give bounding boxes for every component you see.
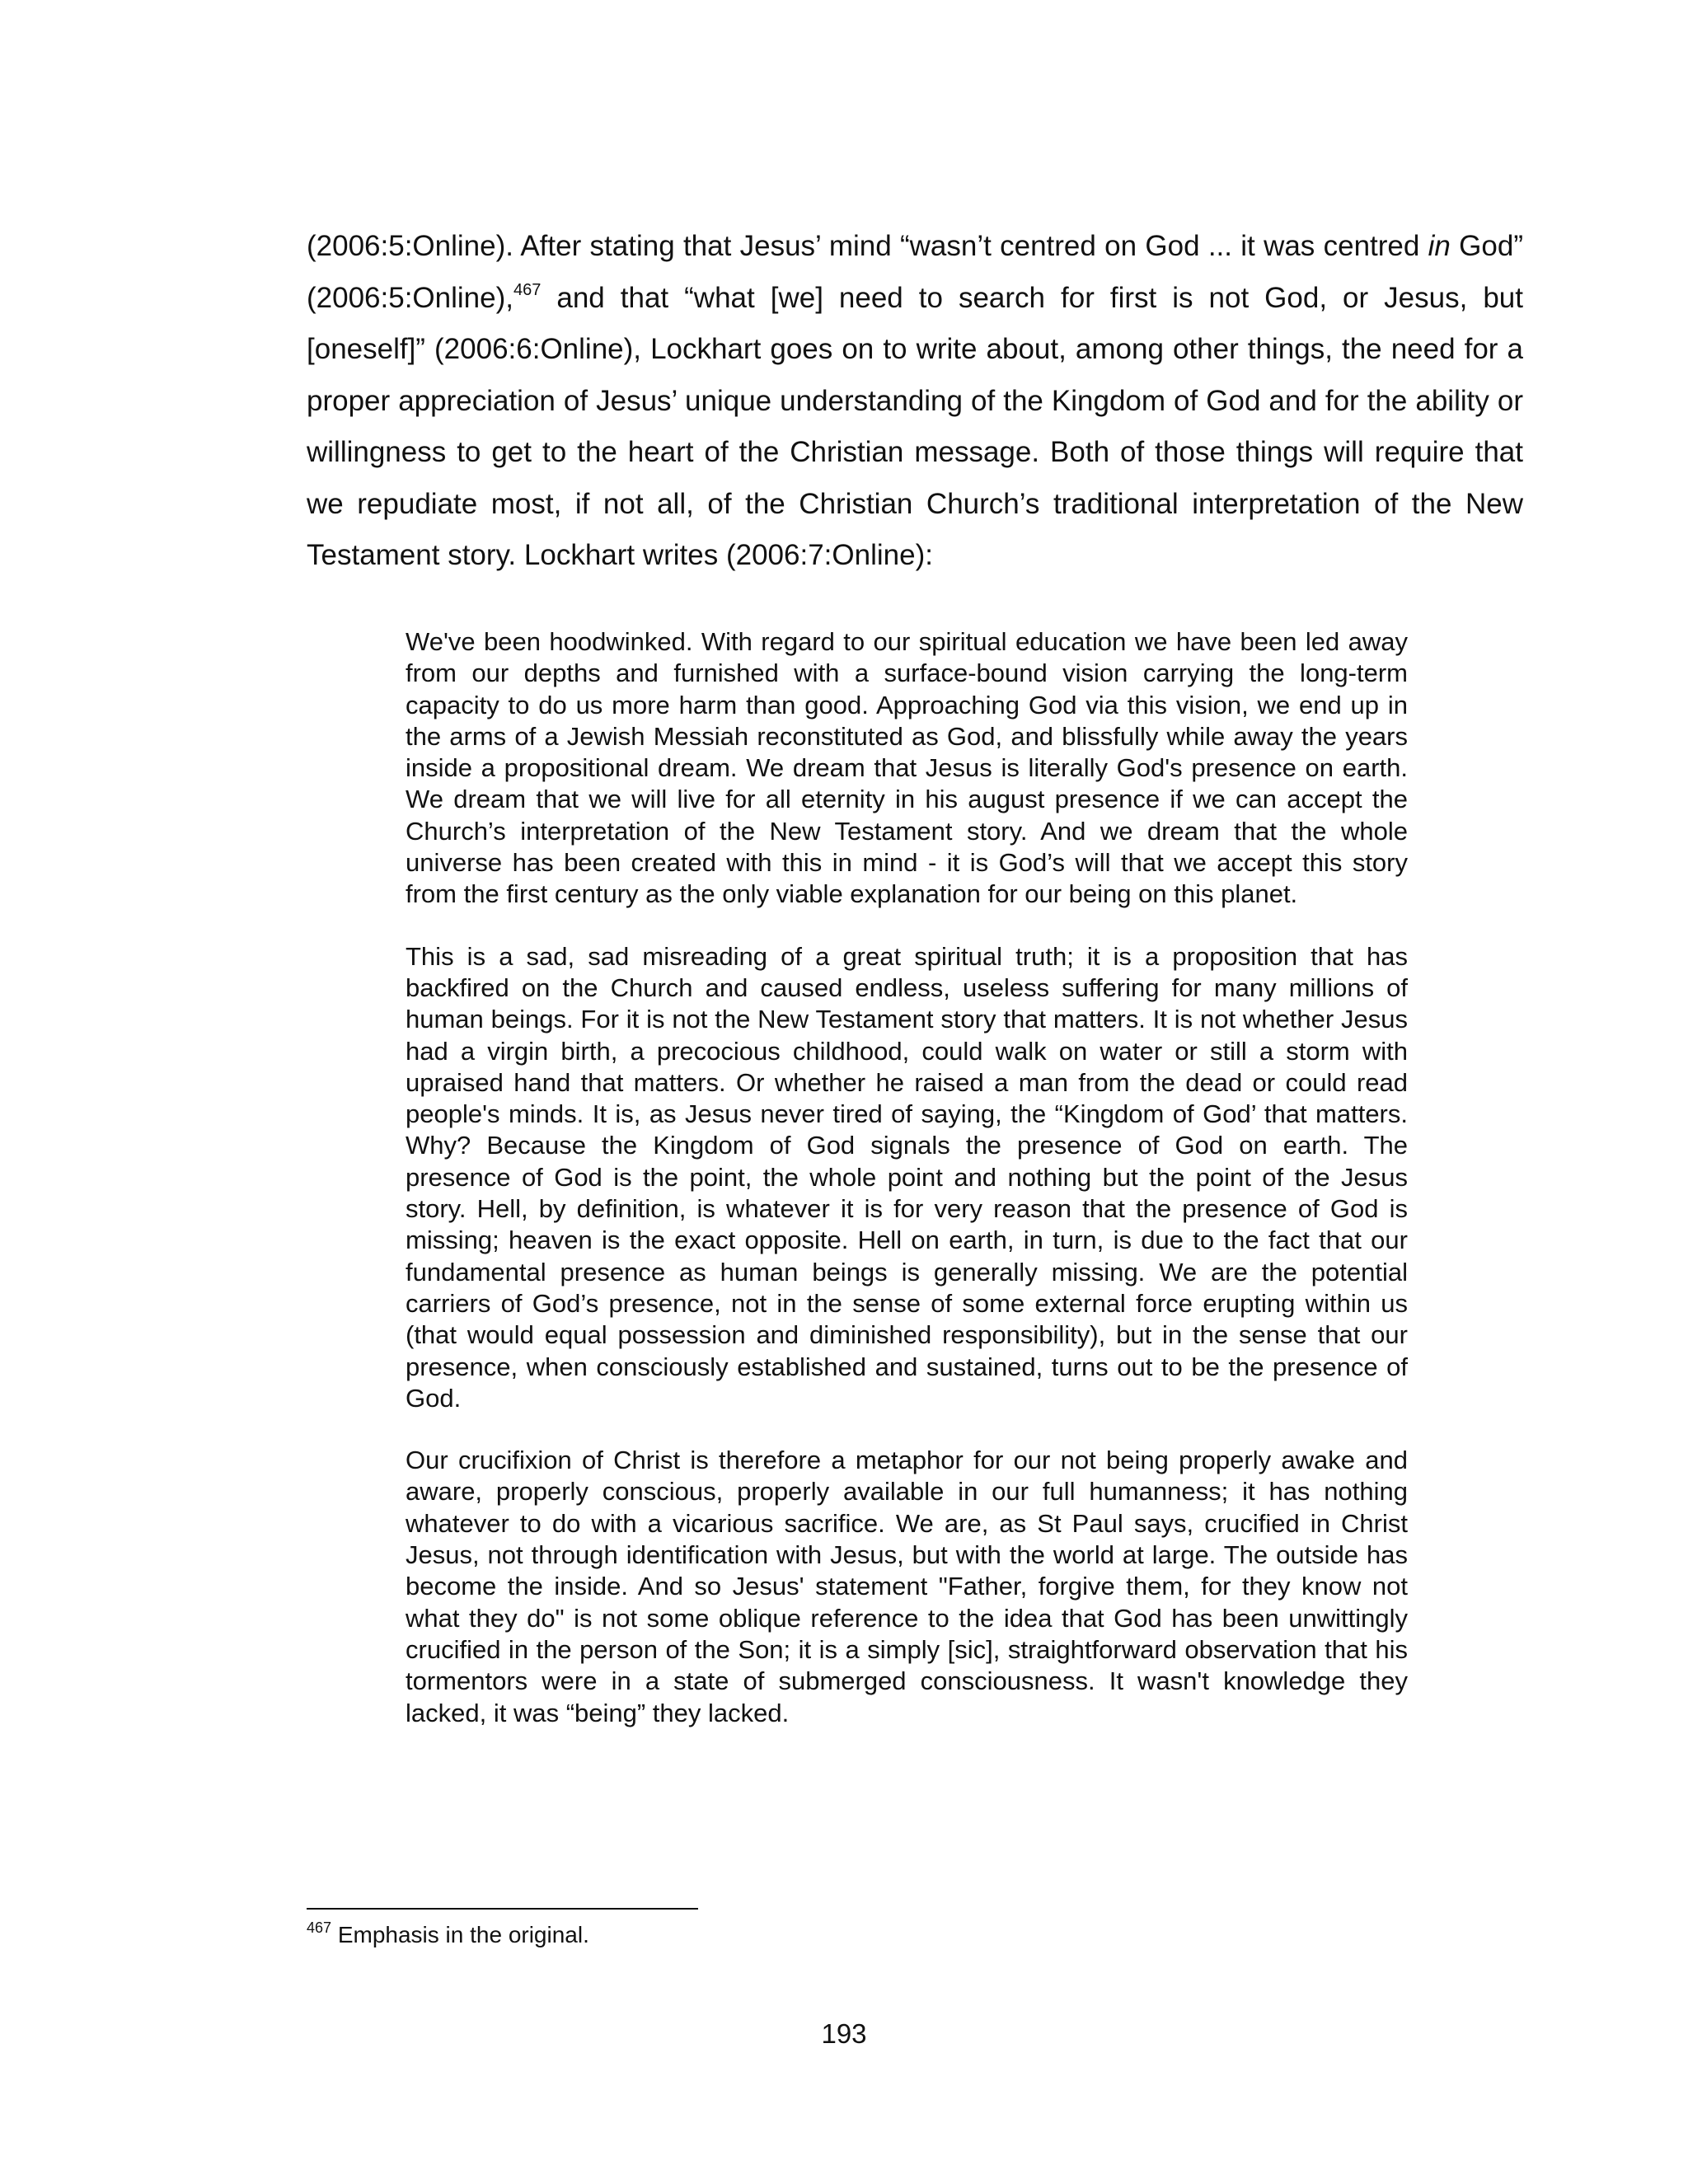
body-text-part-c: and that “what [we] need to search for first is not God, or Jesus, but [oneself]” (2006:6:Online), Lockhart goes on to write about, among other things, the need for a proper appreciation of Jesus’ unique understanding of the Kingdom of God and for the ability or willingness to get to the heart of the Christian message. Both of those things will require that we repudiate most, if not all, of the Christian Church’s traditional interpretation of the New Testament story. Lockhart writes (2006:7:Online):: [307, 281, 1523, 571]
page-number: 193: [821, 2018, 867, 2049]
footnote-text: Emphasis in the original.: [331, 1922, 589, 1947]
block-quote: [406, 626, 1408, 1760]
body-text-part-a: (2006:5:Online). After stating that Jesus’ mind “wasn’t centred on God ... it was centred: [307, 230, 1428, 262]
quote-paragraph-1: We've been hoodwinked. With regard to our spiritual education we have been led away from our depths and furnished with a surface-bound vision carrying the long-term capacity to do us more harm than good. Approaching God via this vision, we end up in the arms of a Jewish Messiah reconstituted as God, and blissfully while away the years inside a propositional dream. We dream that Jesus is literally God's presence on earth. We dream that we will live for all eternity in his august presence if we can accept the Church’s interpretation of the New Testament story. And we dream that the whole universe has been created with this in mind - it is God’s will that we accept this story from the first century as the only viable explanation for our being on this planet.: [406, 627, 1408, 909]
quote-paragraph-2: This is a sad, sad misreading of a great spiritual truth; it is a proposition that has backfired on the Church and caused endless, useless suffering for many millions of human beings. For it is not the New Testament story that matters. It is not whether Jesus had a virgin birth, a precocious childhood, could walk on water or still a storm with upraised hand that matters. Or whether he raised a man from the dead or could read people's minds. It is, as Jesus never tired of saying, the “Kingdom of God’ that matters. Why? Because the Kingdom of God signals the presence of God on earth. The presence of God is the point, the whole point and nothing but the point of the Jesus story. Hell, by definition, is whatever it is for very reason that the presence of God is missing; heaven is the exact opposite. Hell on earth, in turn, is due to the fact that our fundamental presence as human beings is generally missing. We are the potential carriers of God’s presence, not in the sense of some external force erupting within us (that would equal possession and diminished responsibility), but in the sense that our presence, when consciously established and sustained, turns out to be the presence of God.: [406, 941, 1408, 1413]
footnote-number: 467: [307, 1919, 332, 1936]
quote-paragraph-3: Our crucifixion of Christ is therefore a metaphor for our not being properly awake and aware, properly conscious, properly available in our full humanness; it has nothing whatever to do with a vicarious sacrifice. We are, as St Paul says, crucified in Christ Jesus, not through identification with Jesus, but with the world at large. The outside has become the inside. And so Jesus' statement "Father, forgive them, for they know not what they do" is not some oblique reference to the idea that God has been unwittingly crucified in the person of the Son; it is a simply [sic], straightforward observation that his tormentors were in a state of submerged consciousness. It wasn't knowledge they lacked, it was “being” they lacked.: [406, 1446, 1408, 1727]
body-text-part-b: God” (2006:5:Online),: [307, 230, 1523, 314]
footnote-divider: [307, 1908, 698, 1910]
emphasis-in: in: [1428, 230, 1451, 262]
footnote: [307, 1919, 1131, 1952]
footnote-reference: 467: [513, 280, 542, 299]
body-paragraph: [307, 221, 1523, 582]
